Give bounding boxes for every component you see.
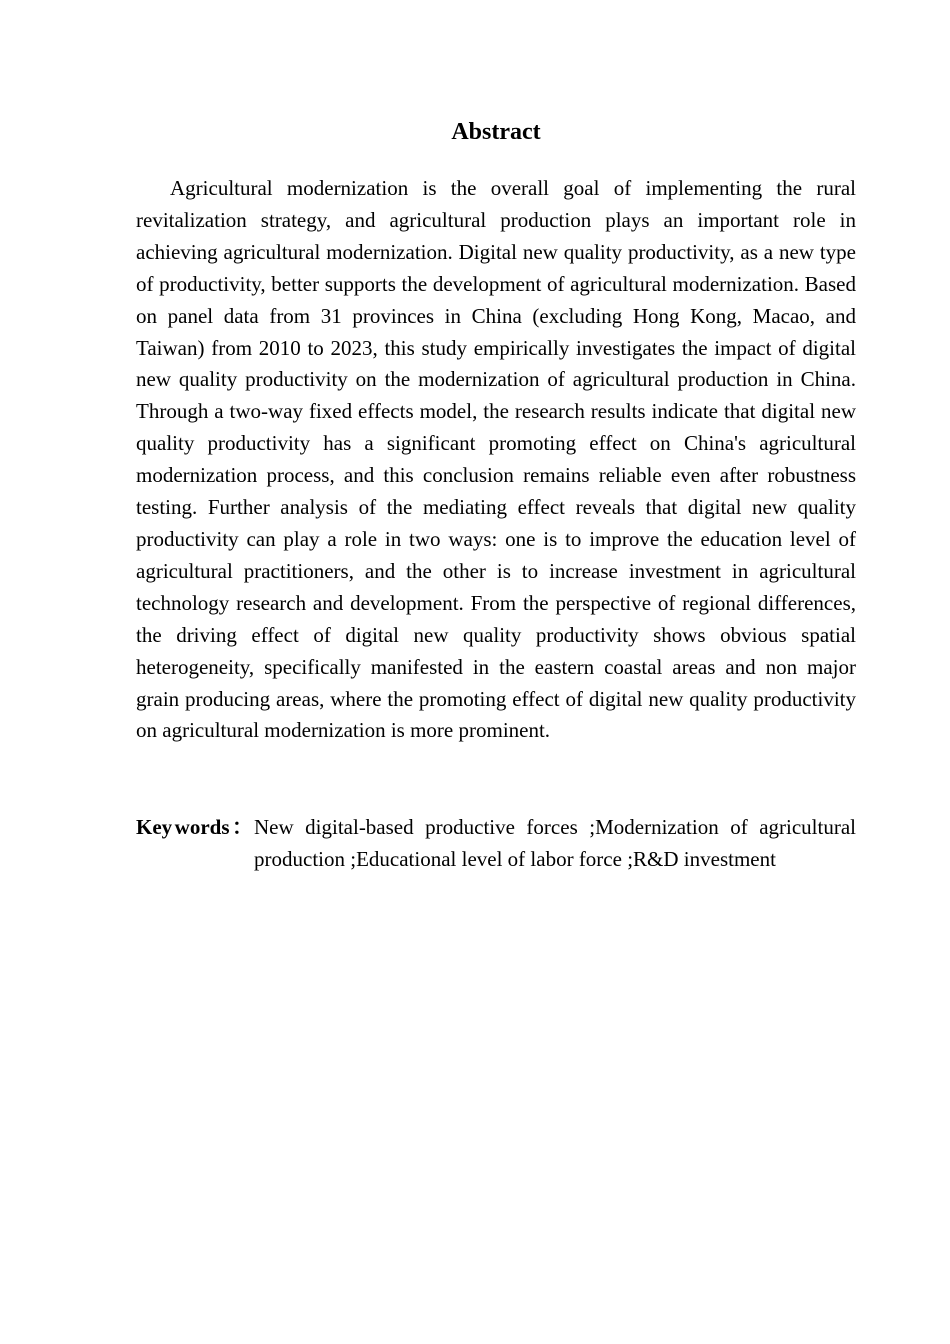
keywords-section <box>136 812 856 875</box>
keywords-label <box>136 812 253 875</box>
keywords-label-word-key: Key <box>136 815 173 839</box>
abstract-paragraph: Agricultural modernization is the overall goal of implementing the rural revitalization strategy, and agricultural production plays an important role in achieving agricultural modernization. Digital new quality productivity, as a new type of productivity, better supports the development of agricultural modernization. Based on panel data from 31 provinces in China (excluding Hong Kong, Macao, and Taiwan) from 2010 to 2023, this study empirically investigates the impact of digital new quality productivity on the modernization of agricultural production in China. Through a two-way fixed effects model, the research results indicate that digital new quality productivity has a significant promoting effect on China's agricultural modernization process, and this conclusion remains reliable even after robustness testing. Further analysis of the mediating effect reveals that digital new quality productivity can play a role in two ways: one is to improve the education level of agricultural practitioners, and the other is to increase investment in agricultural technology research and development. From the perspective of regional differences, the driving effect of digital new quality productivity shows obvious spatial heterogeneity, specifically manifested in the eastern coastal areas and non major grain producing areas, where the promoting effect of digital new quality productivity on agricultural modernization is more prominent. <box>136 176 856 743</box>
keywords-label-word-words: words <box>174 815 230 839</box>
keywords-list: New digital-based productive forces ;Modernization of agricultural production ;Educational level of labor force ;R&D investment <box>254 815 856 871</box>
abstract-title: Abstract <box>451 119 541 145</box>
keywords-label-colon: ： <box>232 815 253 839</box>
